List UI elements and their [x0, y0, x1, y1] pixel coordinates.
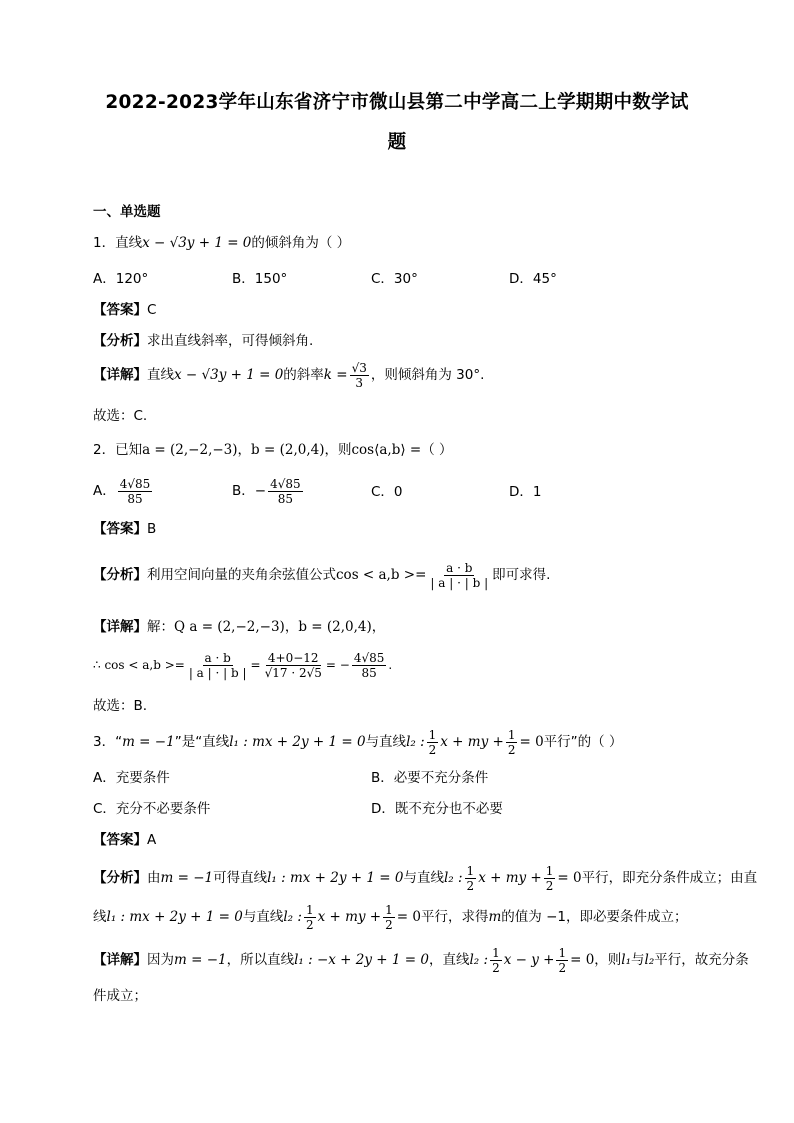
q3-stem-half-1: [427, 728, 439, 757]
q3-stem-post: 平行”的（ ）: [543, 734, 623, 750]
q1-detail: [93, 360, 484, 390]
q3-analysis-line1: [93, 863, 757, 893]
q1-detail-tag: 【详解】: [93, 367, 147, 383]
q3-d1-l2a: l₂ :: [469, 952, 489, 968]
q2-option-b-den: 85: [277, 491, 293, 506]
q3-stem-pre: 3．“: [93, 734, 123, 750]
q2-conclusion: 故选：B.: [93, 698, 148, 714]
q3-d1-l2s: l₂: [644, 952, 655, 968]
q3-detail-line1: [93, 945, 749, 975]
q3-answer-tag: 【答案】: [93, 832, 147, 848]
q3-an2-l2b: x + my +: [317, 909, 382, 925]
q3-an1-l2c: = 0: [557, 870, 582, 886]
q3-stem-b: 与直线: [365, 734, 407, 750]
q2-analysis: [93, 560, 550, 590]
q2-calc-num2: 4+0−12: [267, 651, 319, 665]
q2-calc-pre: ∴ cos < a,b >=: [93, 658, 185, 672]
q1-analysis-text: 求出直线斜率，可得倾斜角.: [147, 333, 314, 349]
q3-an1-l1: l₁ : mx + 2y + 1 = 0: [267, 870, 404, 886]
q1-answer-tag: 【答案】: [93, 302, 147, 318]
q2-calc-den3: 85: [361, 666, 377, 680]
q3-option-d: D．既不充分也不必要: [371, 801, 503, 817]
q3-an1-post: 平行，即充分条件成立；由直: [581, 870, 758, 886]
q3-an2-half-2: [383, 903, 395, 932]
q3-half-den-2: 2: [507, 742, 516, 757]
q2-stem-sep: ，: [237, 442, 252, 458]
q2-answer-tag: 【答案】: [93, 521, 147, 537]
q2-stem-mid: ，则: [324, 442, 352, 458]
document-title-line2: 题: [387, 132, 407, 153]
q3-an2-m: m: [488, 909, 502, 925]
q3-d1-m: m = −1: [174, 952, 227, 968]
q3-an1-pre: 由: [147, 870, 161, 886]
q3-d1-d: 与: [631, 952, 645, 968]
q3-option-a: A．充要条件: [93, 770, 170, 786]
q2-calc-den1: | a | · | b |: [188, 666, 247, 680]
q3-analysis-tag: 【分析】: [93, 870, 147, 886]
q2-calculation: [93, 650, 392, 680]
q2-calc-eq: =: [250, 658, 261, 672]
q3-an1-half-den-2: 2: [545, 878, 554, 893]
section-heading: 一、单选题: [93, 204, 161, 220]
q2-option-a: [93, 476, 154, 506]
q3-stem-a: ”是“直线: [174, 734, 230, 750]
q3-an2-end: 的值为 −1，即必要条件成立；: [501, 909, 688, 925]
q3-d1-a: ，所以直线: [226, 952, 295, 968]
q3-option-c: C．充分不必要条件: [93, 801, 211, 817]
q3-d1-post: 平行，故充分条: [654, 952, 749, 968]
q2-answer-value: B: [147, 521, 157, 537]
q3-d1-half-1: [490, 946, 502, 975]
q2-stem-pre: 2．已知: [93, 442, 143, 458]
q1-detail-k: k =: [323, 367, 348, 383]
q2-calc-frac3: [352, 651, 387, 680]
q2-option-d: D．1: [509, 484, 542, 500]
q3-detail-line2: 件成立；: [93, 988, 147, 1004]
q1-option-c: C．30°: [371, 271, 418, 287]
q2-analysis-fraction: [428, 561, 490, 590]
q2-option-a-label: A．: [93, 483, 116, 499]
q2-analysis-post: 即可求得.: [492, 567, 551, 583]
q3-stem-l2a: l₂ :: [406, 734, 425, 750]
q3-an2-l2a: l₂ :: [283, 909, 302, 925]
q2-calc-frac2: [263, 651, 324, 680]
q1-stem-math: x − √3y + 1 = 0: [142, 235, 252, 251]
q3-d1-l1s: l₁: [621, 952, 632, 968]
q2-calc-frac1: [187, 651, 249, 680]
q2-stem-a: a = (2,−2,−3): [142, 442, 238, 458]
q1-stem-post: 的倾斜角为（ ）: [251, 235, 351, 251]
q2-analysis-cos: cos < a,b >=: [336, 567, 427, 583]
q2-calc-num1: a · b: [204, 651, 231, 665]
q2-answer: [93, 519, 156, 539]
q3-an2-half-num: 1: [305, 902, 314, 917]
q2-option-c: C．0: [371, 484, 403, 500]
q3-half-num-2: 1: [507, 727, 516, 742]
q1-slope-num: √3: [351, 360, 367, 375]
q2-detail: [93, 617, 385, 637]
q3-an2-pre: 线: [93, 909, 107, 925]
q2-stem-b: b = (2,0,4): [251, 442, 325, 458]
q3-d1-c: ，则: [594, 952, 622, 968]
q3-half-den: 2: [428, 742, 437, 757]
q1-detail-pre: 直线: [147, 367, 174, 383]
q2-calc-eq2: = −: [325, 658, 350, 672]
q1-answer: [93, 300, 156, 320]
q2-option-b-label: B．−: [232, 483, 267, 499]
q3-d1-l2b: x − y +: [503, 952, 555, 968]
q3-detail-tag: 【详解】: [93, 952, 147, 968]
q2-option-a-num: 4√85: [119, 476, 151, 491]
q3-an1-half-1: [465, 864, 477, 893]
q3-d1-b: ，直线: [428, 952, 470, 968]
q3-stem-l2c: = 0: [519, 734, 544, 750]
q2-detail-a: Q a = (2,−2,−3): [174, 619, 285, 635]
q2-option-a-fraction: [118, 477, 153, 506]
q2-detail-b: b = (2,0,4): [298, 619, 372, 635]
q3-an1-m: m = −1: [160, 870, 214, 886]
q2-option-b-fraction: [268, 477, 303, 506]
q3-an1-half-num: 1: [466, 863, 475, 878]
q1-detail-math: x − √3y + 1 = 0: [174, 367, 284, 383]
q2-stem: [93, 440, 453, 460]
q3-an2-half-1: [304, 903, 316, 932]
q1-slope-fraction: [350, 361, 369, 390]
q3-stem-half-2: [506, 728, 518, 757]
q2-stem-cos: cos⟨a,b⟩ =: [351, 442, 422, 458]
q2-detail-pre: 解：: [147, 619, 174, 635]
q2-option-a-den: 85: [127, 491, 143, 506]
q1-option-b: B．150°: [232, 271, 288, 287]
q2-analysis-num: a · b: [446, 560, 473, 575]
q3-stem-l2b: x + my +: [440, 734, 504, 750]
q3-d1-half-2: [556, 946, 568, 975]
q2-detail-end: ，: [371, 619, 386, 635]
q1-answer-value: C: [147, 302, 157, 318]
q2-option-b-num: 4√85: [270, 476, 301, 491]
q3-an1-half-2: [544, 864, 556, 893]
q3-answer-value: A: [147, 832, 157, 848]
q1-detail-post: ，则倾斜角为 30°.: [370, 367, 485, 383]
q1-stem: [93, 233, 350, 253]
q2-analysis-tag: 【分析】: [93, 567, 147, 583]
q3-an1-a: 可得直线: [213, 870, 268, 886]
q3-d1-l2c: = 0: [570, 952, 595, 968]
q3-an1-half-den: 2: [466, 878, 475, 893]
q3-option-b: B．必要不充分条件: [371, 770, 489, 786]
q1-conclusion: 故选：C.: [93, 408, 148, 424]
q3-d1-l1: l₁ : −x + 2y + 1 = 0: [294, 952, 429, 968]
q1-detail-mid: 的斜率: [283, 367, 324, 383]
q3-d1-half-den-2: 2: [558, 960, 567, 975]
q3-d1-half-num-2: 1: [558, 945, 567, 960]
q3-an2-l1: l₁ : mx + 2y + 1 = 0: [106, 909, 243, 925]
q1-analysis-tag: 【分析】: [93, 333, 147, 349]
q3-an2-l2c: = 0: [396, 909, 421, 925]
q3-an1-l2a: l₂ :: [443, 870, 463, 886]
q3-answer: [93, 830, 156, 850]
q3-stem-l1: l₁ : mx + 2y + 1 = 0: [229, 734, 366, 750]
q1-slope-den: 3: [355, 375, 364, 390]
q3-an2-half-num-2: 1: [385, 902, 393, 917]
q3-d1-pre: 因为: [147, 952, 174, 968]
q3-half-num: 1: [428, 727, 437, 742]
q1-option-d: D．45°: [509, 271, 557, 287]
q1-stem-pre: 1．直线: [93, 235, 143, 251]
q3-d1-half-den: 2: [492, 960, 500, 975]
q2-detail-sep: ，: [284, 619, 299, 635]
q3-an2-a: 与直线: [242, 909, 284, 925]
q2-option-b: [232, 476, 305, 506]
q3-an2-half-den: 2: [305, 917, 314, 932]
q2-detail-tag: 【详解】: [93, 619, 147, 635]
q2-calc-end: .: [388, 658, 393, 672]
q3-an2-half-den-2: 2: [385, 917, 393, 932]
q1-option-a: A．120°: [93, 271, 149, 287]
q2-stem-post: （ ）: [421, 442, 453, 458]
q3-analysis-line2: [93, 902, 687, 932]
q3-an1-l2b: x + my +: [478, 870, 542, 886]
document-title-line1: 2022-2023学年山东省济宁市微山县第二中学高二上学期期中数学试: [105, 92, 689, 113]
q3-stem: [93, 727, 622, 757]
q2-calc-den2: √17 · 2√5: [264, 666, 322, 680]
q2-analysis-pre: 利用空间向量的夹角余弦值公式: [147, 567, 336, 583]
q3-an2-post: 平行，求得: [420, 909, 489, 925]
q3-an1-b: 与直线: [403, 870, 444, 886]
q3-stem-m: m = −1: [122, 734, 175, 750]
q3-an1-half-num-2: 1: [545, 863, 554, 878]
q2-analysis-den: | a | · | b |: [430, 575, 489, 590]
q3-d1-half-num: 1: [492, 945, 500, 960]
q2-calc-num3: 4√85: [353, 651, 385, 665]
q1-analysis: [93, 331, 313, 351]
